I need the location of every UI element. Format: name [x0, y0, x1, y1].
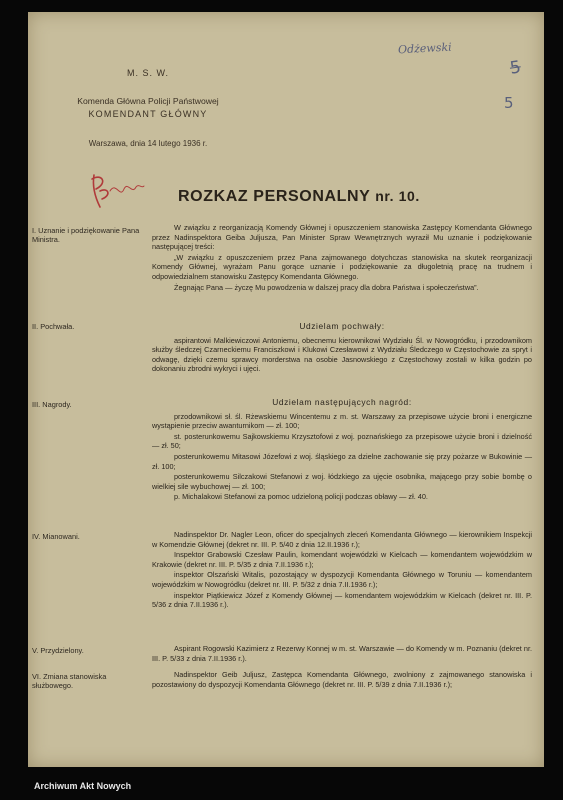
ministry-label: M. S. W. — [126, 68, 169, 78]
commander-label: KOMENDANT GŁÓWNY — [88, 109, 208, 119]
document-page — [28, 12, 544, 767]
order-title-main: ROZKAZ PERSONALNY — [178, 188, 371, 205]
office-label: Komenda Główna Policji Państwowej — [77, 96, 219, 106]
paragraph: st. posterunkowemu Sajkowskiemu Krzysztofowi z woj. poznańskiego za przepisowe użycie broni i dzielność — zł. 50; — [152, 431, 532, 451]
section-body-2 — [152, 322, 532, 375]
section-label-4: IV. Mianowani. — [32, 532, 80, 541]
section-heading: Udzielam następujących nagród: — [272, 397, 412, 407]
paragraph: przodownikowi sł. śl. Rżewskiemu Wincentemu z m. st. Warszawy za przepisowe użycie broni i energiczne wystąpienie przeciw awanturnikom — zł. 100; — [152, 411, 532, 431]
paragraph: Aspirant Rogowski Kazimierz z Rezerwy Konnej w m. st. Warszawie — do Komendy w m. Poznaniu (dekret nr. III. P. 5/33 z dnia 7.II.1936 r.). — [152, 644, 532, 663]
section-body-6 — [152, 670, 532, 690]
section-body-1 — [152, 223, 532, 293]
section-label-5: V. Przydzielony. — [32, 646, 84, 655]
paragraph: inspektor Olszański Witalis, pozostający w dyspozycji Komendanta Głównego w Toruniu — komendantem wojewódzkim w Nowogródku (dekret nr. III. P. 5/32 z dnia 7.II.1936 r.); — [152, 570, 532, 589]
paragraph: Nadinspektor Dr. Nagler Leon, oficer do specjalnych zleceń Komendanta Głównego — kierownikiem Inspekcji w Komendzie Głównej (dekret nr. III. P. 5/40 z dnia 12.II.1936 r.); — [152, 530, 532, 549]
pencil-number-b: 5 — [504, 94, 514, 112]
pencil-number-a: 5 — [508, 57, 523, 79]
section-body-3 — [152, 398, 532, 503]
paragraph: „W związku z opuszczeniem przez Pana zajmowanego dotychczas stanowiska na skutek reorganizacji Komendy Głównej, wyrażam Panu gorące uznanie i podziękowanie za długoletnią pracę na trudnem i odpowiedzialnem stanowisku Zastępcy Komendanta Głównego. — [152, 252, 532, 281]
section-label-3: III. Nagrody. — [32, 400, 72, 409]
section-label-6: VI. Zmiana stanowiska służbowego. — [32, 672, 107, 690]
order-number: nr. 10. — [375, 188, 420, 204]
paragraph: Żegnając Pana — życzę Mu powodzenia w dalszej pracy dla dobra Państwa i społeczeństwa”. — [174, 282, 479, 292]
order-title — [178, 188, 420, 206]
date-line: Warszawa, dnia 14 lutego 1936 r. — [88, 139, 208, 148]
section-heading: Udzielam pochwały: — [299, 321, 385, 331]
archive-footer: Archiwum Akt Nowych — [34, 781, 132, 791]
paragraph: aspirantowi Malkiewiczowi Antoniemu, obecnemu kierownikowi Wydziału Śl. w Nowogródku, i przodownikom służby śledczej Czarneckiemu Franciszkowi i Klukowi Czesławowi z Wydziału Śledczego w Częstochowie za spryt i odwagę, dzięki czemu sprawcy morderstwa na osobie Jasnowskiego z Częstochowy zostali w kilka godzin po dokonaniu zbrodni wykryci i ujęci. — [152, 335, 532, 374]
section-body-4 — [152, 530, 532, 611]
handwritten-note: Odżewski — [397, 40, 452, 57]
section-body-5 — [152, 644, 532, 664]
red-signature-stamp — [86, 169, 146, 211]
paragraph: posterunkowemu Mitasowi Józefowi z woj. śląskiego za dzielne zachowanie się przy pożarze w Bukowinie — zł. 100; — [152, 451, 532, 471]
paragraph: inspektor Piątkiewicz Józef z Komendy Głównej — komendantem wojewódzkim w Kielcach (dekret nr. III. P. 5/36 z dnia 7.II.1936 r.). — [152, 590, 532, 610]
paragraph: Nadinspektor Geib Juljusz, Zastępca Komendanta Głównego, zwolniony z zajmowanego stanowiska i pozostawiony do dyspozycji Komendanta Głównego (dekret nr. III. P. 5/39 z dnia 7.II.1936 r.); — [152, 670, 532, 689]
paragraph: posterunkowemu Silczakowi Stefanowi z woj. łódzkiego za ujęcie osobnika, mającego przy sobie bombę o wielkiej sile wybuchowej — zł. 100; — [152, 472, 532, 491]
section-label-1: I. Uznanie i podziękowanie Pana Ministra. — [32, 226, 140, 244]
section-label-2: II. Pochwała. — [32, 322, 75, 331]
paragraph: p. Michalakowi Stefanowi za pomoc udzieloną policji podczas obławy — zł. 40. — [174, 492, 428, 502]
paragraph: Inspektor Grabowski Czesław Paulin, komendant wojewódzki w Kielcach — komendantem wojewódzkim w Krakowie (dekret nr. III. P. 5/35 z dnia 7.II.1936 r.); — [152, 550, 532, 569]
paragraph: W związku z reorganizacją Komendy Głównej i opuszczeniem stanowiska Zastępcy Komendanta Głównego przez Nadinspektora Geiba Juljusza, Pan Minister Spraw Wewnętrznych wyraził Mu uznanie i podziękowanie następującej treści: — [152, 223, 532, 252]
